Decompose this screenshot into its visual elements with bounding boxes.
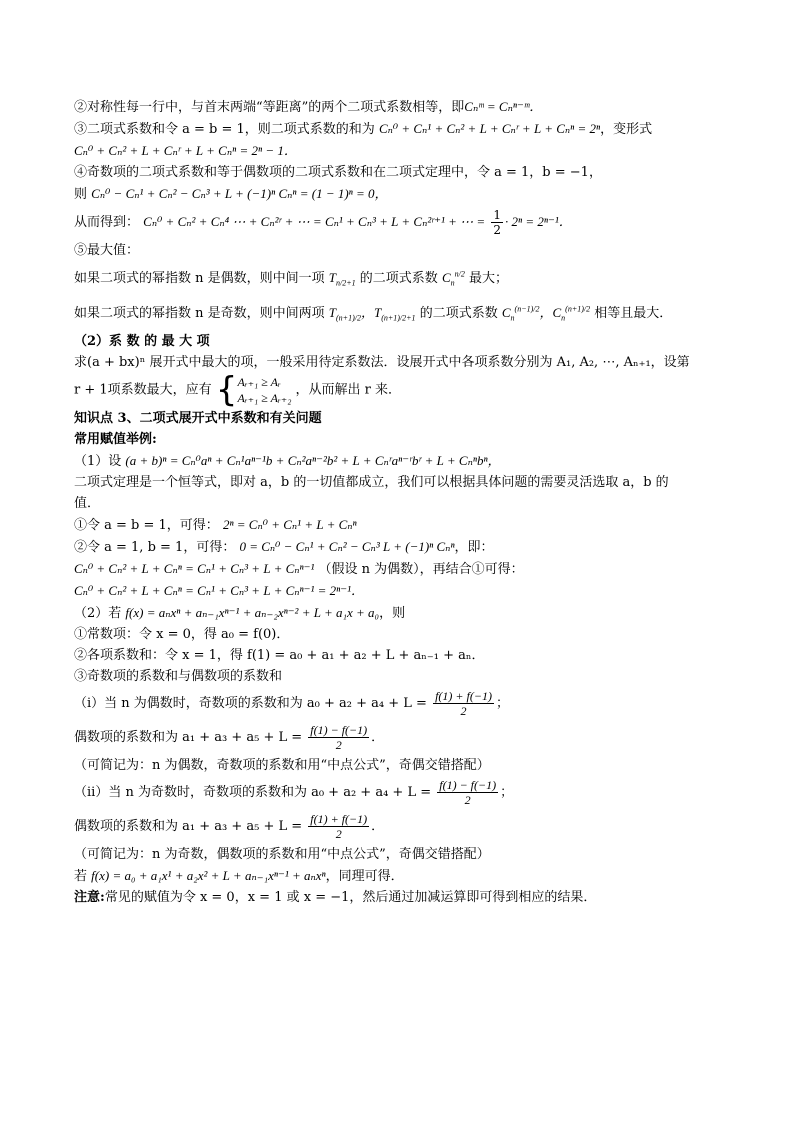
formula-odd-even: Cₙ⁰ + Cₙ² + Cₙ⁴ ⋯ + Cₙ²ʳ + ⋯ = Cₙ¹ + Cₙ³ + L + Cₙ²ʳ⁺¹ + ⋯ =	[143, 214, 486, 229]
fraction-odd-odd: $\frac{f(1) - f(-1)}{2}$	[439, 777, 497, 807]
formula-alternating-2: 0 = Cₙ⁰ − Cₙ¹ + Cₙ² − Cₙ³ L + (−1)ⁿ Cₙⁿ	[239, 538, 455, 554]
formula-mid-coefs: $C_n^{(n-1)/2}$，$C_n^{(n+1)/2}$	[501, 304, 591, 323]
line-identity: 二项式定理是一个恒等式，即对 a，b 的一切值都成立，我们可以根据具体问题的需要灵活选取 a，b 的	[74, 474, 669, 490]
line-note: 注意:常见的赋值为令 x = 0，x = 1 或 x = −1，然后通过加减运算即可得到相应的结果．	[74, 889, 597, 905]
fraction-even-even: $\frac{f(1) - f(-1)}{2}$	[310, 722, 368, 752]
formula-mid-term: $T_{n/2+1}$	[328, 270, 356, 288]
line-assign-1: ①令 a = b = 1，可得： 2ⁿ = Cₙ⁰ + Cₙ¹ + L + Cₙⁿ	[74, 516, 357, 533]
formula-mid-terms: $T_{(n+1)/2}$，$T_{(n+1)/2+1}$	[328, 305, 416, 323]
line-note-odd: （可简记为：n 为奇数，偶数项的系数和用“中点公式”，奇偶交错搭配）	[74, 846, 490, 862]
heading-knowledge-3: 知识点 3、二项式展开式中系数和有关问题	[74, 410, 322, 426]
line-assign-2: ②令 a = 1, b = 1，可得： 0 = Cₙ⁰ − Cₙ¹ + Cₙ² − Cₙ³ L + (−1)ⁿ Cₙⁿ，即：	[74, 538, 494, 555]
line-odd-n-odd: （ii）当 n 为奇数时，奇数项的系数和为 a₀ + a₂ + a₄ + L = $\frac{f(1) - f(-1)}{2}$ ；	[74, 777, 514, 807]
line-binomial-sum: ③二项式系数和令 a = b = 1，则二项式系数的和为 Cₙ⁰ + Cₙ¹ + Cₙ² + L + Cₙʳ + L + Cₙⁿ = 2ⁿ，变形式	[74, 121, 653, 137]
line-even-sum-2	[74, 580, 724, 602]
fraction-odd-even: $\frac{f(1) + f(-1)}{2}$	[310, 811, 368, 841]
heading-assignment-examples: 常用赋值举例:	[74, 431, 157, 447]
line-odd-n-even: 偶数项的系数和为 a₁ + a₃ + a₅ + L = $\frac{f(1) + f(-1)}{2}$ ．	[74, 811, 385, 841]
line-poly-2: 若 f(x) = a₀ + a₁x¹ + a₂x² + L + aₙ₋₁xⁿ⁻¹ + aₙxⁿ，同理可得．	[74, 867, 404, 884]
line-max-odd: 如果二项式的幂指数 n 是奇数，则中间两项 $T_{(n+1)/2}$，$T_{(n+1)/2+1}$ 的二项式系数 $C_n^{(n-1)/2}$，$C_n^{(n+1)/2}$ 相等且最大．	[74, 304, 673, 323]
fraction-half: $\frac{1}{2}$	[493, 208, 501, 237]
inequality-system: {Aᵣ₊₁ ≥ Aᵣ Aᵣ₊₁ ≥ Aᵣ₊₂	[215, 369, 292, 410]
line-max-even: 如果二项式的幂指数 n 是偶数，则中间一项 $T_{n/2+1}$ 的二项式系数 $C_n^{n/2}$ 最大；	[74, 269, 508, 288]
fraction-even-odd: $\frac{f(1) + f(-1)}{2}$	[435, 688, 492, 718]
line-identity-cont: 值．	[74, 495, 101, 511]
formula-sum: Cₙ⁰ + Cₙ¹ + Cₙ² + L + Cₙʳ + L + Cₙⁿ = 2ⁿ	[378, 121, 601, 136]
line-even-n-even: 偶数项的系数和为 a₁ + a₃ + a₅ + L = $\frac{f(1) - f(-1)}{2}$ ．	[74, 722, 385, 752]
line-even-sum: Cₙ⁰ + Cₙ² + L + Cₙⁿ = Cₙ¹ + Cₙ³ + L + Cₙⁿ⁻¹ （假设 n 为偶数），再结合①可得：	[74, 560, 524, 577]
line-sum-variant	[74, 140, 724, 162]
line-expansion: （1）设 (a + b)ⁿ = Cₙ⁰aⁿ + Cₙ¹aⁿ⁻¹b + Cₙ²aⁿ⁻²b² + L + Cₙʳaⁿ⁻ʳbʳ + L + Cₙⁿbⁿ，	[74, 452, 501, 469]
formula-poly: f(x) = aₙxⁿ + aₙ₋₁xⁿ⁻¹ + aₙ₋₂xⁿ⁻² + L + a₁x + a₀	[125, 604, 380, 620]
line-undetermined: 求(a + bx)ⁿ 展开式中最大的项，一般采用待定系数法．设展开式中各项系数分别为 A₁, A₂, ⋯, Aₙ₊₁，设第	[74, 355, 690, 370]
formula-even-sum: Cₙ⁰ + Cₙ² + L + Cₙⁿ = Cₙ¹ + Cₙ³ + L + Cₙⁿ⁻¹	[74, 560, 315, 576]
line-system: r + 1项系数最大，应有 {Aᵣ₊₁ ≥ Aᵣ Aᵣ₊₁ ≥ Aᵣ₊₂ ，从而解出 r 来．	[74, 369, 402, 410]
formula-symmetry: Cₙᵐ = Cₙⁿ⁻ᵐ．	[464, 99, 543, 114]
formula-sum-variant: Cₙ⁰ + Cₙ² + L + Cₙʳ + L + Cₙⁿ = 2ⁿ − 1．	[74, 143, 297, 158]
formula-sum-all: 2ⁿ = Cₙ⁰ + Cₙ¹ + L + Cₙⁿ	[222, 516, 357, 532]
line-constant-term: ①常数项：令 x = 0，得 a₀ = f(0)．	[74, 626, 290, 642]
line-symmetry: ②对称性每一行中，与首末两端“等距离”的两个二项式系数相等，即Cₙᵐ = Cₙⁿ⁻ᵐ．	[74, 99, 543, 115]
line-odd-even-result: 从而得到： Cₙ⁰ + Cₙ² + Cₙ⁴ ⋯ + Cₙ²ʳ + ⋯ = Cₙ¹ + Cₙ³ + L + Cₙ²ʳ⁺¹ + ⋯ = $\frac{1}{2}$ · 2ⁿ = 2ⁿ⁻¹．	[74, 208, 572, 237]
line-odd-even-intro: ④奇数项的二项式系数和等于偶数项的二项式系数和在二项式定理中，令 a = 1，b = −1，	[74, 165, 602, 180]
line-note-even: （可简记为：n 为偶数，奇数项的系数和用“中点公式”，奇偶交错搭配）	[74, 757, 490, 773]
line-odd-even-coef: ③奇数项的系数和与偶数项的系数和	[74, 668, 283, 684]
formula-poly-2: f(x) = a₀ + a₁x¹ + a₂x² + L + aₙ₋₁xⁿ⁻¹ + aₙxⁿ	[91, 867, 326, 883]
line-even-n-odd: （i）当 n 为偶数时，奇数项的系数和为 a₀ + a₂ + a₄ + L = $\frac{f(1) + f(-1)}{2}$ ；	[74, 688, 509, 718]
formula-mid-coef: $C_n^{n/2}$	[441, 269, 465, 288]
document-page	[74, 96, 724, 908]
note-label: 注意:	[74, 889, 105, 905]
line-max-title: ⑤最大值：	[74, 243, 140, 258]
line-alternating: 则 Cₙ⁰ − Cₙ¹ + Cₙ² − Cₙ³ + L + (−1)ⁿ Cₙⁿ = (1 − 1)ⁿ = 0，	[74, 186, 388, 202]
formula-even-sum-2: Cₙ⁰ + Cₙ² + L + Cₙⁿ = Cₙ¹ + Cₙ³ + L + Cₙⁿ⁻¹ = 2ⁿ⁻¹．	[74, 582, 365, 598]
heading-max-coefficient: （2）系 数 的 最 大 项	[74, 334, 210, 349]
formula-expansion: (a + b)ⁿ = Cₙ⁰aⁿ + Cₙ¹aⁿ⁻¹b + Cₙ²aⁿ⁻²b² + L + Cₙʳaⁿ⁻ʳbʳ + L + Cₙⁿbⁿ，	[125, 452, 501, 468]
line-coef-sum: ②各项系数和：令 x = 1，得 f(1) = a₀ + a₁ + a₂ + L + aₙ₋₁ + aₙ．	[74, 647, 485, 663]
line-poly: （2）若 f(x) = aₙxⁿ + aₙ₋₁xⁿ⁻¹ + aₙ₋₂xⁿ⁻² + L + a₁x + a₀，则	[74, 604, 406, 621]
formula-alternating: Cₙ⁰ − Cₙ¹ + Cₙ² − Cₙ³ + L + (−1)ⁿ Cₙⁿ = (1 − 1)ⁿ = 0，	[91, 186, 388, 201]
